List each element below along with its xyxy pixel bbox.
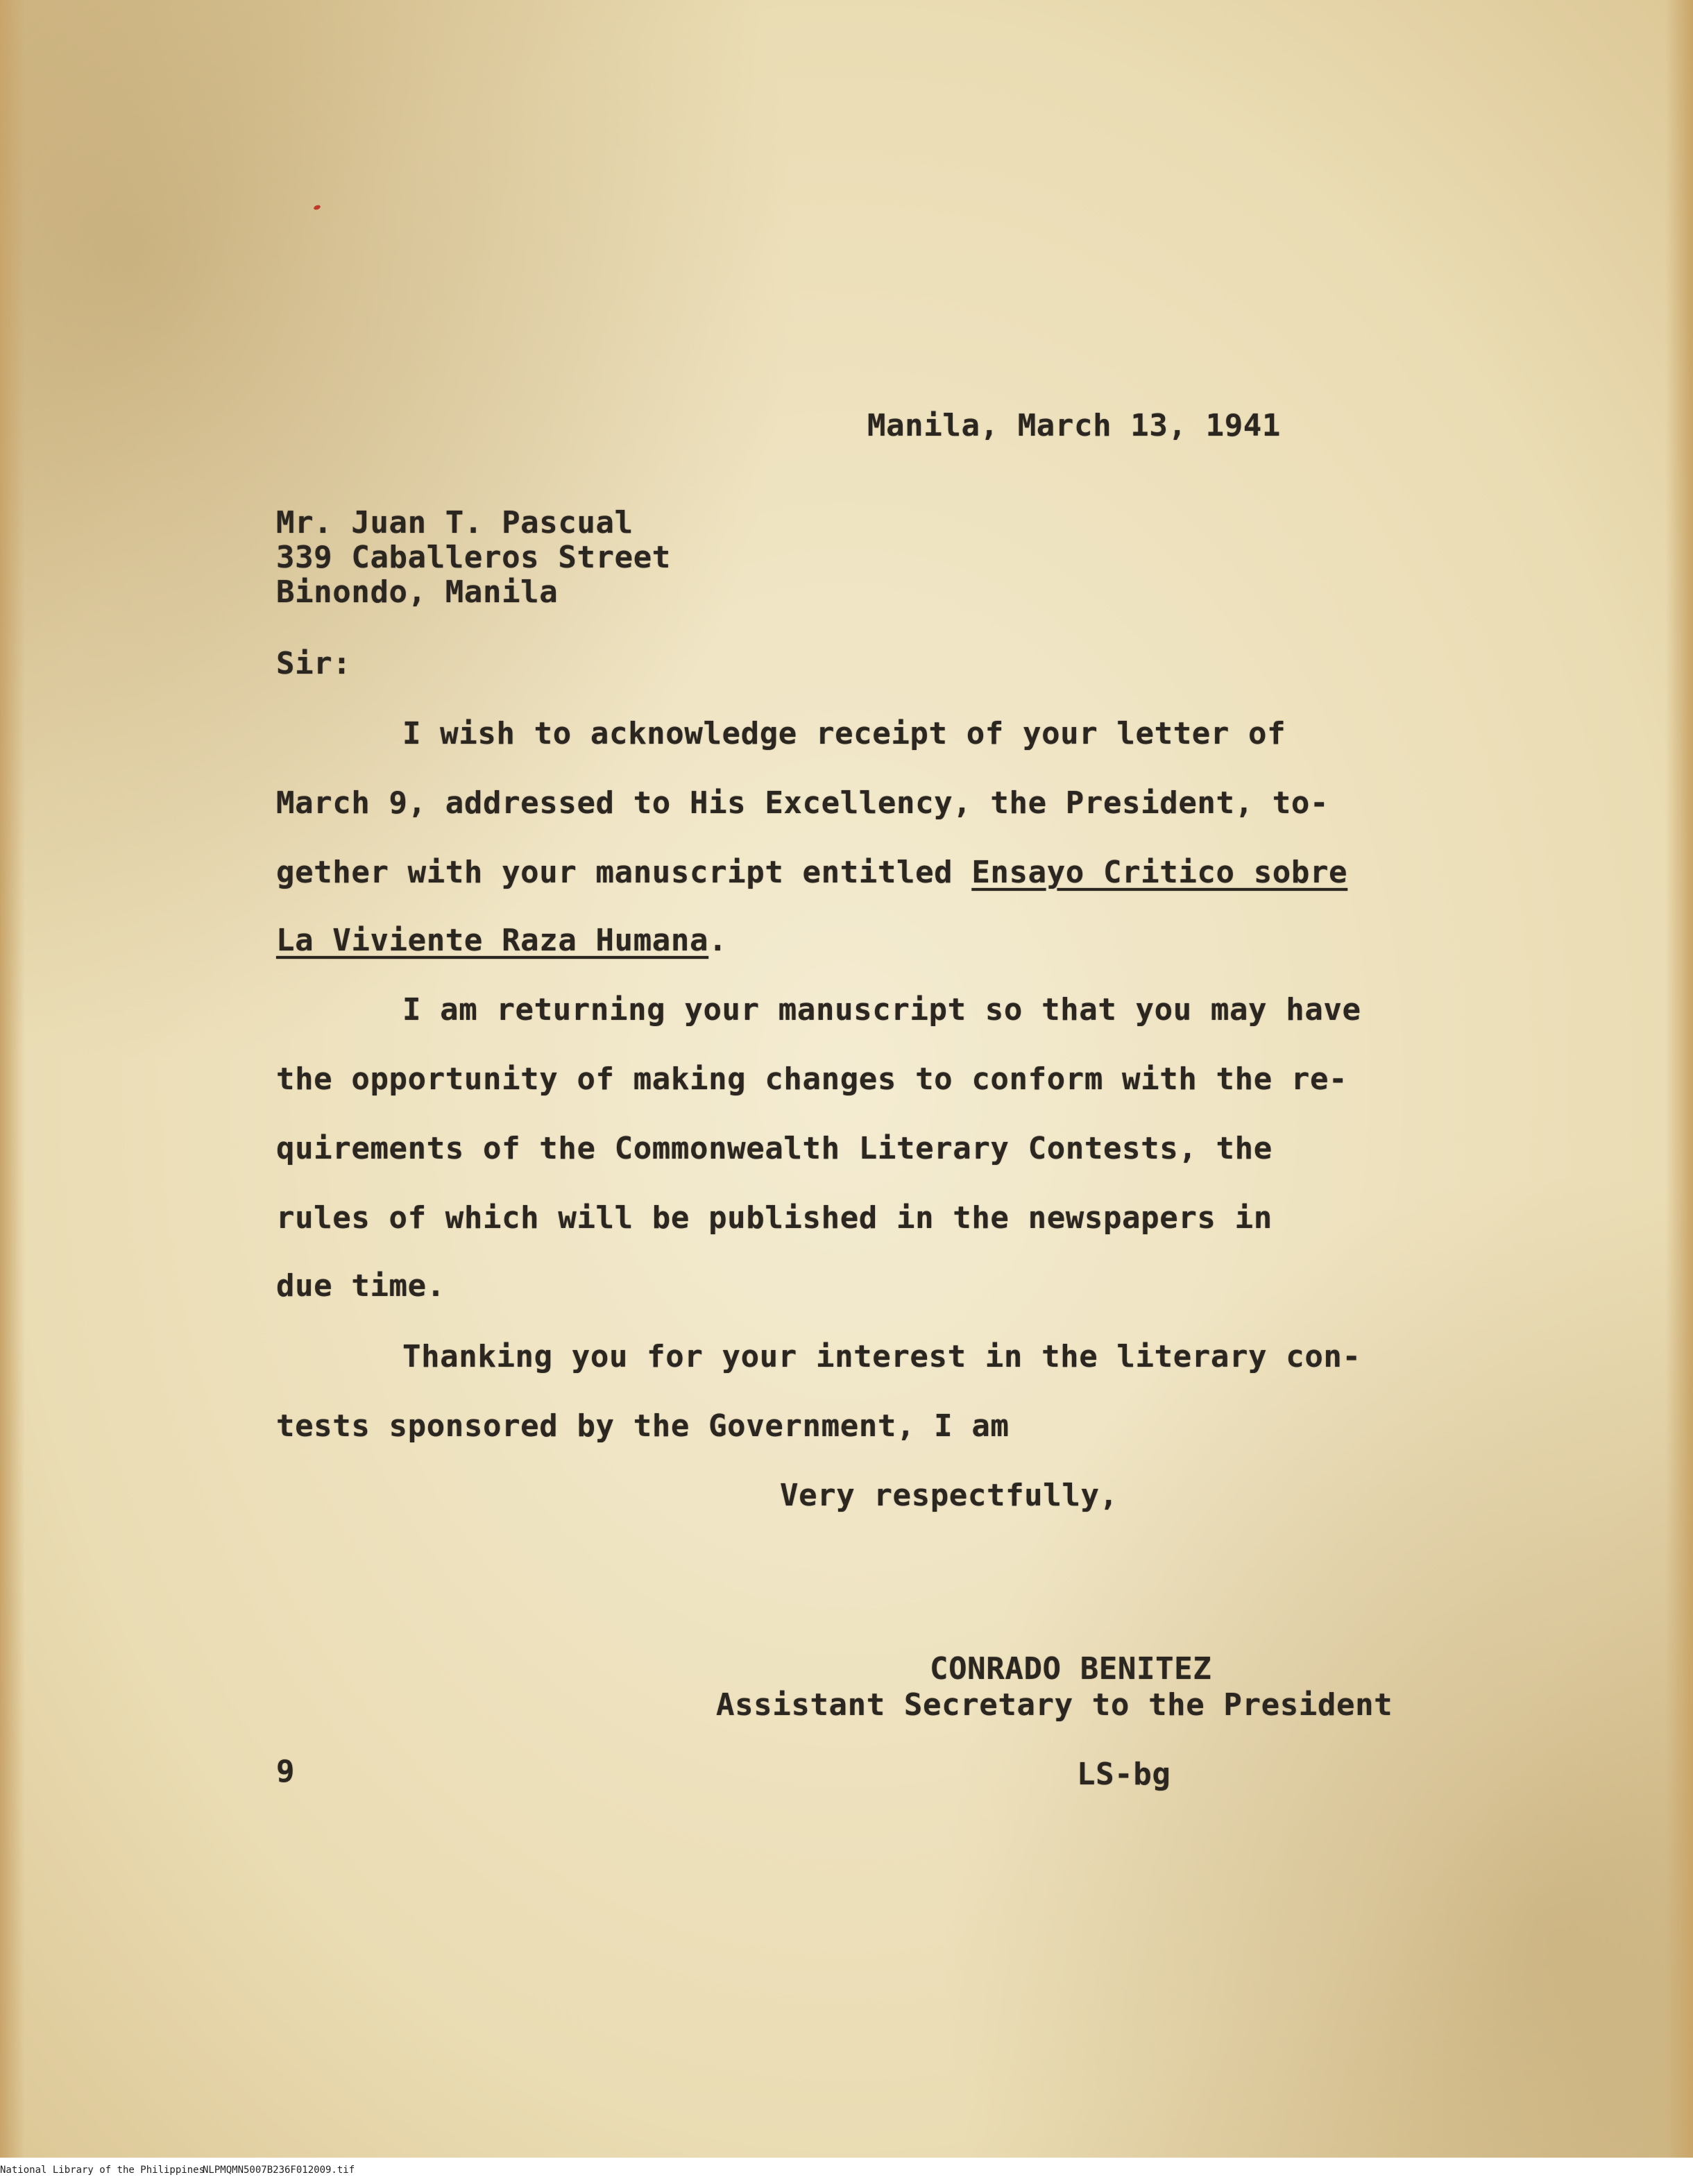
- page-number: 9: [276, 1754, 296, 1789]
- signatory-title: Assistant Secretary to the President: [716, 1687, 1393, 1723]
- paragraph2-line4: rules of which will be published in the newspapers in: [276, 1200, 1273, 1236]
- typist-initials: LS-bg: [1077, 1757, 1171, 1792]
- manuscript-title-part2: La Viviente Raza Humana: [276, 923, 709, 958]
- recipient-street: 339 Caballeros Street: [276, 540, 671, 575]
- paragraph1-line3: [276, 855, 1348, 890]
- closing: Very respectfully,: [780, 1478, 1118, 1513]
- paragraph1-line2: March 9, addressed to His Excellency, the President, to-: [276, 785, 1329, 821]
- paragraph2-line1: I am returning your manuscript so that you may have: [402, 992, 1361, 1027]
- ink-mark: [313, 204, 321, 210]
- manuscript-title-part1: Ensayo Critico sobre: [971, 855, 1348, 890]
- signatory-name: CONRADO BENITEZ: [930, 1651, 1212, 1687]
- recipient-name: Mr. Juan T. Pascual: [276, 505, 633, 540]
- salutation: Sir:: [276, 646, 352, 681]
- archive-footer: [0, 2158, 1693, 2184]
- date-line: Manila, March 13, 1941: [867, 408, 1281, 443]
- paragraph2-line2: the opportunity of making changes to conform with the re-: [276, 1061, 1348, 1097]
- paragraph1-line4-suffix: .: [708, 923, 728, 958]
- paragraph2-line5: due time.: [276, 1268, 445, 1304]
- paragraph2-line3: quirements of the Commonwealth Literary Contests, the: [276, 1131, 1273, 1166]
- paragraph3-line2: tests sponsored by the Government, I am: [276, 1408, 1010, 1444]
- archive-filename: NLPMQMN5007B236F012009.tif: [203, 2165, 355, 2176]
- paragraph1-line1: I wish to acknowledge receipt of your letter of: [402, 716, 1286, 751]
- paragraph1-line4: [276, 925, 727, 956]
- archive-name: National Library of the Philippines: [0, 2165, 205, 2176]
- paragraph3-line1: Thanking you for your interest in the literary con-: [402, 1339, 1361, 1374]
- recipient-city: Binondo, Manila: [276, 574, 559, 610]
- paragraph1-line3-prefix: gether with your manuscript entitled: [276, 855, 972, 890]
